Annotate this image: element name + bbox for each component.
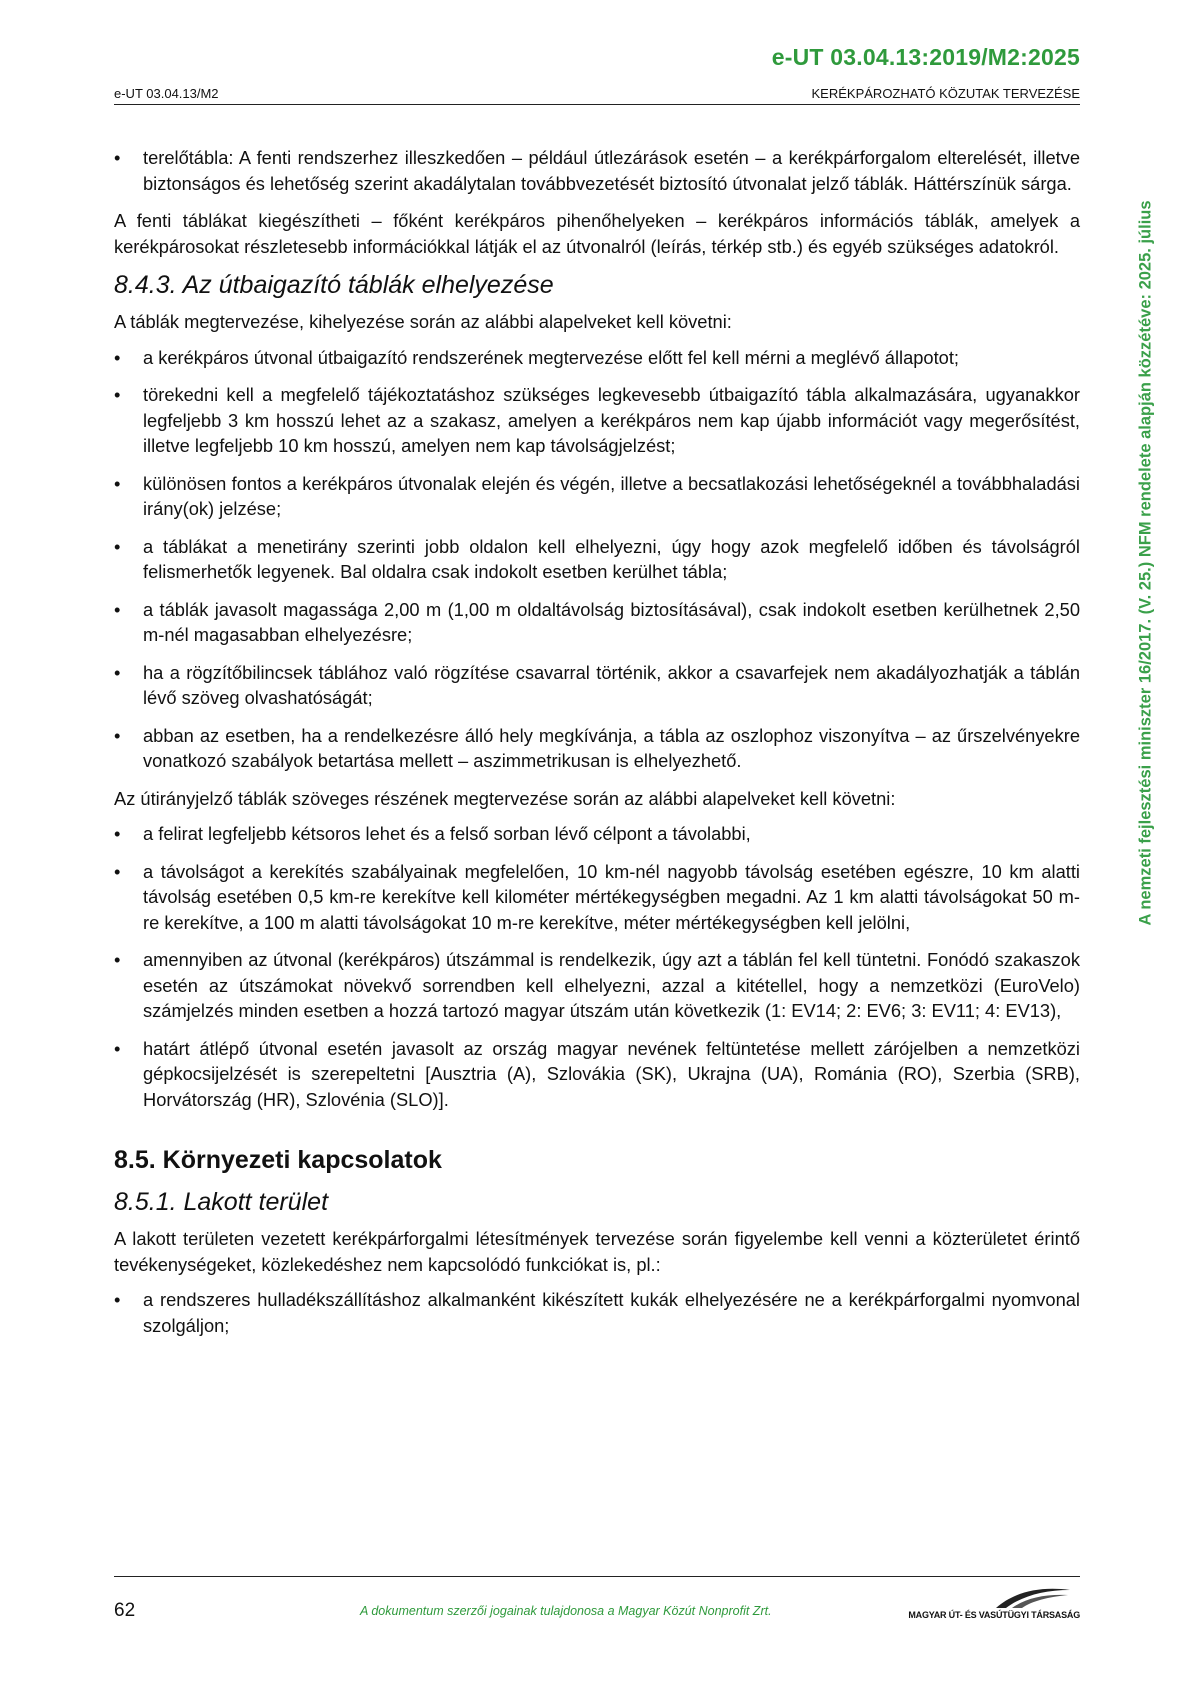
- bullet-icon: •: [114, 472, 121, 494]
- list-item-text: határt átlépő útvonal esetén javasolt az ország magyar nevének feltüntetése mellett zárójelben a nemzetközi gépkocsijelzését is szerepeltetni [Ausztria (A), Szlovákia (SK), Ukrajna (UA), Románia (RO), Szerbia (SRB), Horvátország (HR), Szlovénia (SLO)].: [143, 1037, 1080, 1110]
- list-item: [114, 821, 1080, 847]
- list-item: [114, 145, 1080, 196]
- publication-side-note: A nemzeti fejlesztési miniszter 16/2017. (V. 25.) NFM rendelete alapján közzétéve: 2025. július: [1136, 200, 1155, 926]
- list-item: [114, 660, 1080, 711]
- main-content: [114, 145, 1080, 1350]
- list-item-text: törekedni kell a megfelelő tájékoztatáshoz szükséges legkevesebb útbaigazító tábla alkalmazására, ugyanakkor legfeljebb 3 km hosszú lehet az a szakasz, amelyen a kerékpáros nem kap újabb információt vagy megerősítést, illetve legfeljebb 10 km hosszú, amelyen nem kap távolságjelzést;: [143, 384, 1080, 456]
- list-item: [114, 859, 1080, 936]
- logo-text: MAGYAR ÚT- ÉS VASÚTÜGYI TÁRSASÁG: [908, 1610, 1080, 1620]
- list-item: [114, 534, 1080, 585]
- list-item-text: a távolságot a kerekítés szabályainak megfelelően, 10 km-nél nagyobb távolság esetében egészre, 10 km alatti távolság esetében 0,5 km-re kerekítve kell kilométer mértékegységben megadni. Az 1 km alatti távolságokat 50 m-re kerekítve, a 100 m alatti távolságokat 10 m-re kerekítve, méter mértékegységben kell jelölni,: [143, 860, 1080, 933]
- list-item-text: különösen fontos a kerékpáros útvonalak elején és végén, illetve a becsatlakozási lehetőségeknél a továbbhaladási irány(ok) jelzése;: [143, 472, 1080, 519]
- list-item-text: amennyiben az útvonal (kerékpáros) útszámmal is rendelkezik, úgy azt a táblán fel kell tüntetni. Fonódó szakaszok esetén az útszámokat növekvő sorrendben kell elhelyezni, azzal a kitétellel, hogy a nemzetközi (EuroVelo) számjelzés minden esetben a hozzá tartozó magyar útszám után következik (1: EV14; 2: EV6; 3: EV11; 4: EV13),: [143, 949, 1080, 1021]
- intro-paragraph: A fenti táblákat kiegészítheti – főként kerékpáros pihenőhelyeken – kerékpáros információs táblák, amelyek a kerékpárosokat részletesebb információkkal látják el az útvonalról (leírás, térkép stb.) és egyéb szükséges adatokról.: [114, 210, 1080, 257]
- list-item-text: a kerékpáros útvonal útbaigazító rendszerének megtervezése előtt fel kell mérni a meglévő állapotot;: [143, 346, 959, 368]
- bullet-icon: •: [114, 598, 121, 620]
- list-item-text: ha a rögzítőbilincsek táblához való rögzítése csavarral történik, akkor a csavarfejek nem akadályozhatják a táblán lévő szöveg olvashatóságát;: [143, 661, 1080, 708]
- road-swoosh-icon: [992, 1584, 1072, 1610]
- bullet-icon: •: [114, 384, 121, 405]
- bullet-icon: •: [114, 535, 121, 557]
- header-rule: [114, 104, 1080, 105]
- bullet-icon: •: [114, 147, 121, 168]
- section-heading-8-5-1: 8.5.1. Lakott terület: [114, 1188, 329, 1216]
- list-item: [114, 597, 1080, 648]
- footer-rule: [114, 1576, 1080, 1577]
- inhabited-area-list: [114, 1287, 1080, 1338]
- standard-code: e-UT 03.04.13:2019/M2:2025: [771, 44, 1080, 70]
- sign-text-lead: Az útirányjelző táblák szöveges részének megtervezése során az alábbi alapelveket kell követni:: [114, 787, 896, 809]
- list-item-text: a táblákat a menetirány szerinti jobb oldalon kell elhelyezni, úgy hogy azok megfelelő időben és távolságról felismerhetők legyenek. Bal oldalra csak indokolt esetben kerülhet tábla;: [143, 535, 1080, 582]
- list-item: [114, 723, 1080, 774]
- bullet-icon: •: [114, 346, 121, 368]
- section-8-5-1-paragraph: A lakott területen vezetett kerékpárforgalmi létesítmények tervezése során figyelembe kell venni a közterületet érintő tevékenységeket, közlekedéshez nem kapcsolódó funkciókat is, pl.:: [114, 1228, 1080, 1275]
- list-item: [114, 1287, 1080, 1338]
- list-item-text: terelőtábla: A fenti rendszerhez illeszkedően – például útlezárások esetén – a kerékpárforgalom elterelését, illetve biztonságos és lehetőség szerint akadálytalan továbbvezetését biztosító útvonalat jelző táblák. Háttérszínük sárga.: [143, 147, 1080, 194]
- list-item: [114, 947, 1080, 1024]
- list-item-text: a felirat legfeljebb kétsoros lehet és a felső sorban lévő célpont a távolabbi,: [143, 823, 751, 844]
- section-heading-8-4-3: 8.4.3. Az útbaigazító táblák elhelyezése: [114, 271, 554, 299]
- list-item: [114, 1036, 1080, 1113]
- bullet-icon: •: [114, 949, 121, 970]
- bullet-icon: •: [114, 823, 121, 844]
- section-8-4-3-lead: A táblák megtervezése, kihelyezése során az alábbi alapelveket kell követni:: [114, 311, 732, 332]
- list-item-text: abban az esetben, ha a rendelkezésre álló hely megkívánja, a tábla az oszlophoz viszonyítva – az űrszelvényekre vonatkozó szabályok betartása mellett – aszimmetrikusan is elhelyezhető.: [143, 724, 1080, 771]
- header-doc-ref: e-UT 03.04.13/M2: [114, 86, 219, 101]
- intro-bullet-list: [114, 145, 1080, 196]
- copyright-notice: A dokumentum szerzői jogainak tulajdonosa a Magyar Közút Nonprofit Zrt.: [360, 1604, 772, 1618]
- bullet-icon: •: [114, 860, 121, 882]
- header-doc-title: KERÉKPÁROZHATÓ KÖZUTAK TERVEZÉSE: [811, 86, 1080, 101]
- sign-text-rules-list: [114, 821, 1080, 1112]
- list-item: [114, 345, 1080, 371]
- list-item-text: a táblák javasolt magassága 2,00 m (1,00 m oldaltávolság biztosításával), csak indokolt esetben kerülhetnek 2,50 m-nél magasabban elhelyezésre;: [143, 598, 1080, 645]
- bullet-icon: •: [114, 661, 121, 683]
- page-number: 62: [114, 1600, 136, 1621]
- placement-rules-list: [114, 345, 1080, 774]
- list-item: [114, 382, 1080, 459]
- list-item: [114, 471, 1080, 522]
- bullet-icon: •: [114, 1037, 121, 1059]
- section-heading-8-5: 8.5. Környezeti kapcsolatok: [114, 1146, 442, 1174]
- list-item-text: a rendszeres hulladékszállításhoz alkalmanként kikészített kukák elhelyezésére ne a kerékpárforgalmi nyomvonal szolgáljon;: [143, 1289, 1080, 1336]
- bullet-icon: •: [114, 1289, 121, 1310]
- publisher-logo: [890, 1584, 1080, 1624]
- bullet-icon: •: [114, 724, 121, 746]
